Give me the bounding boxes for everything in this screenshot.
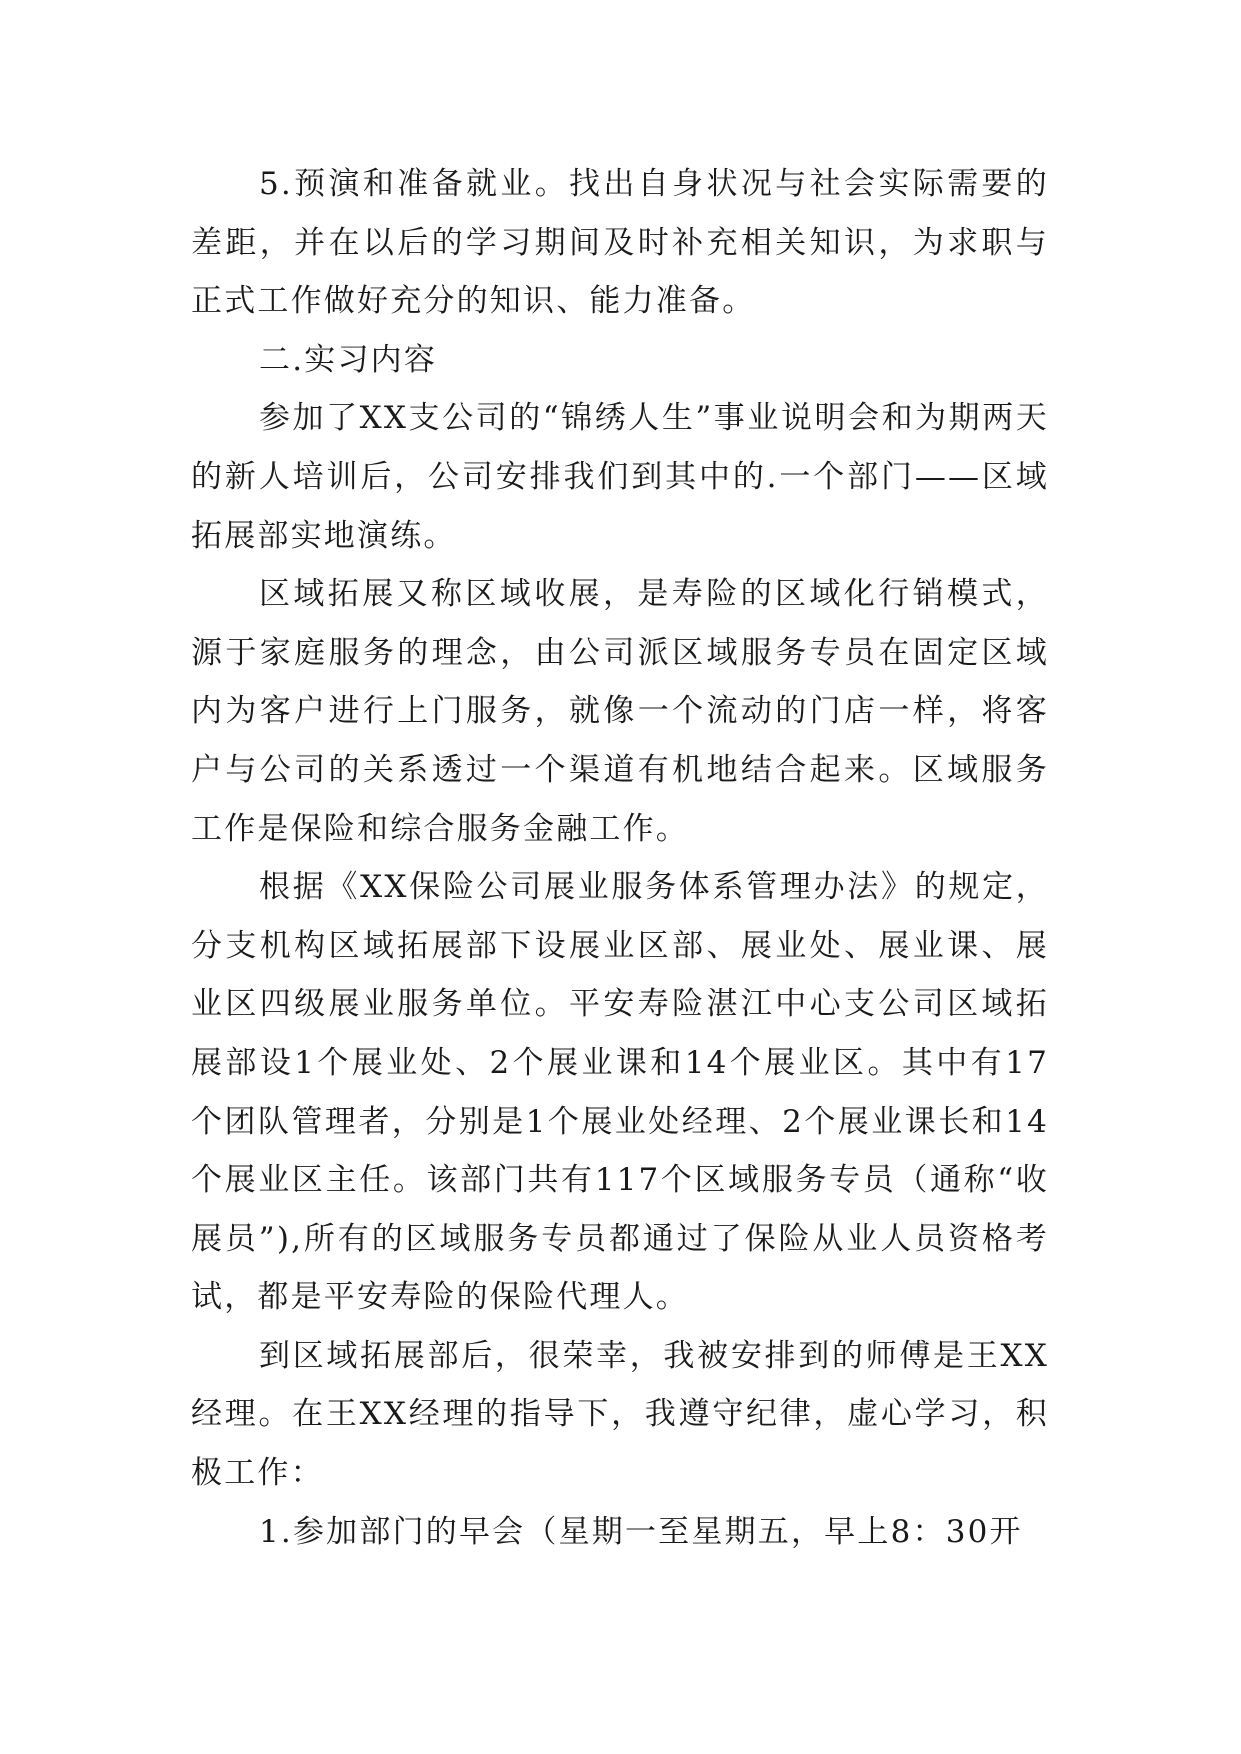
section-heading-internship-content: 二.实习内容: [259, 341, 438, 378]
document-body: [191, 155, 1049, 1561]
paragraph-mentor: 到区域拓展部后，很荣幸，我被安排到的师傅是王XX经理。在王XX经理的指导下，我遵守纪律，虚心学习，积极工作：: [191, 1337, 1049, 1492]
paragraph-regional-expansion: 区域拓展又称区域收展，是寿险的区域化行销模式，源于家庭服务的理念，由公司派区域服务专员在固定区域内为客户进行上门服务，就像一个流动的门店一样，将客户与公司的关系透过一个渠道有机地结合起来。区域服务工作是保险和综合服务金融工作。: [191, 576, 1049, 847]
paragraph-preparation: 5.预演和准备就业。找出自身状况与社会实际需要的差距，并在以后的学习期间及时补充相关知识，为求职与正式工作做好充分的知识、能力准备。: [191, 166, 1049, 320]
paragraph-morning-meeting: 1.参加部门的早会（星期一至星期五，早上8：30开: [259, 1513, 1023, 1550]
paragraph-training: 参加了XX支公司的“锦绣人生”事业说明会和为期两天的新人培训后，公司安排我们到其中的.一个部门——区域拓展部实地演练。: [191, 400, 1049, 554]
paragraph-regulations: 根据《XX保险公司展业服务体系管理办法》的规定，分支机构区域拓展部下设展业区部、展业处、展业课、展业区四级展业服务单位。平安寿险湛江中心支公司区域拓展部设1个展业处、2个展业课和14个展业区。其中有17个团队管理者，分别是1个展业处经理、2个展业课长和14个展业区主任。该部门共有117个区域服务专员（通称“收展员”),所有的区域服务专员都通过了保险从业人员资格考试，都是平安寿险的保险代理人。: [191, 869, 1049, 1316]
